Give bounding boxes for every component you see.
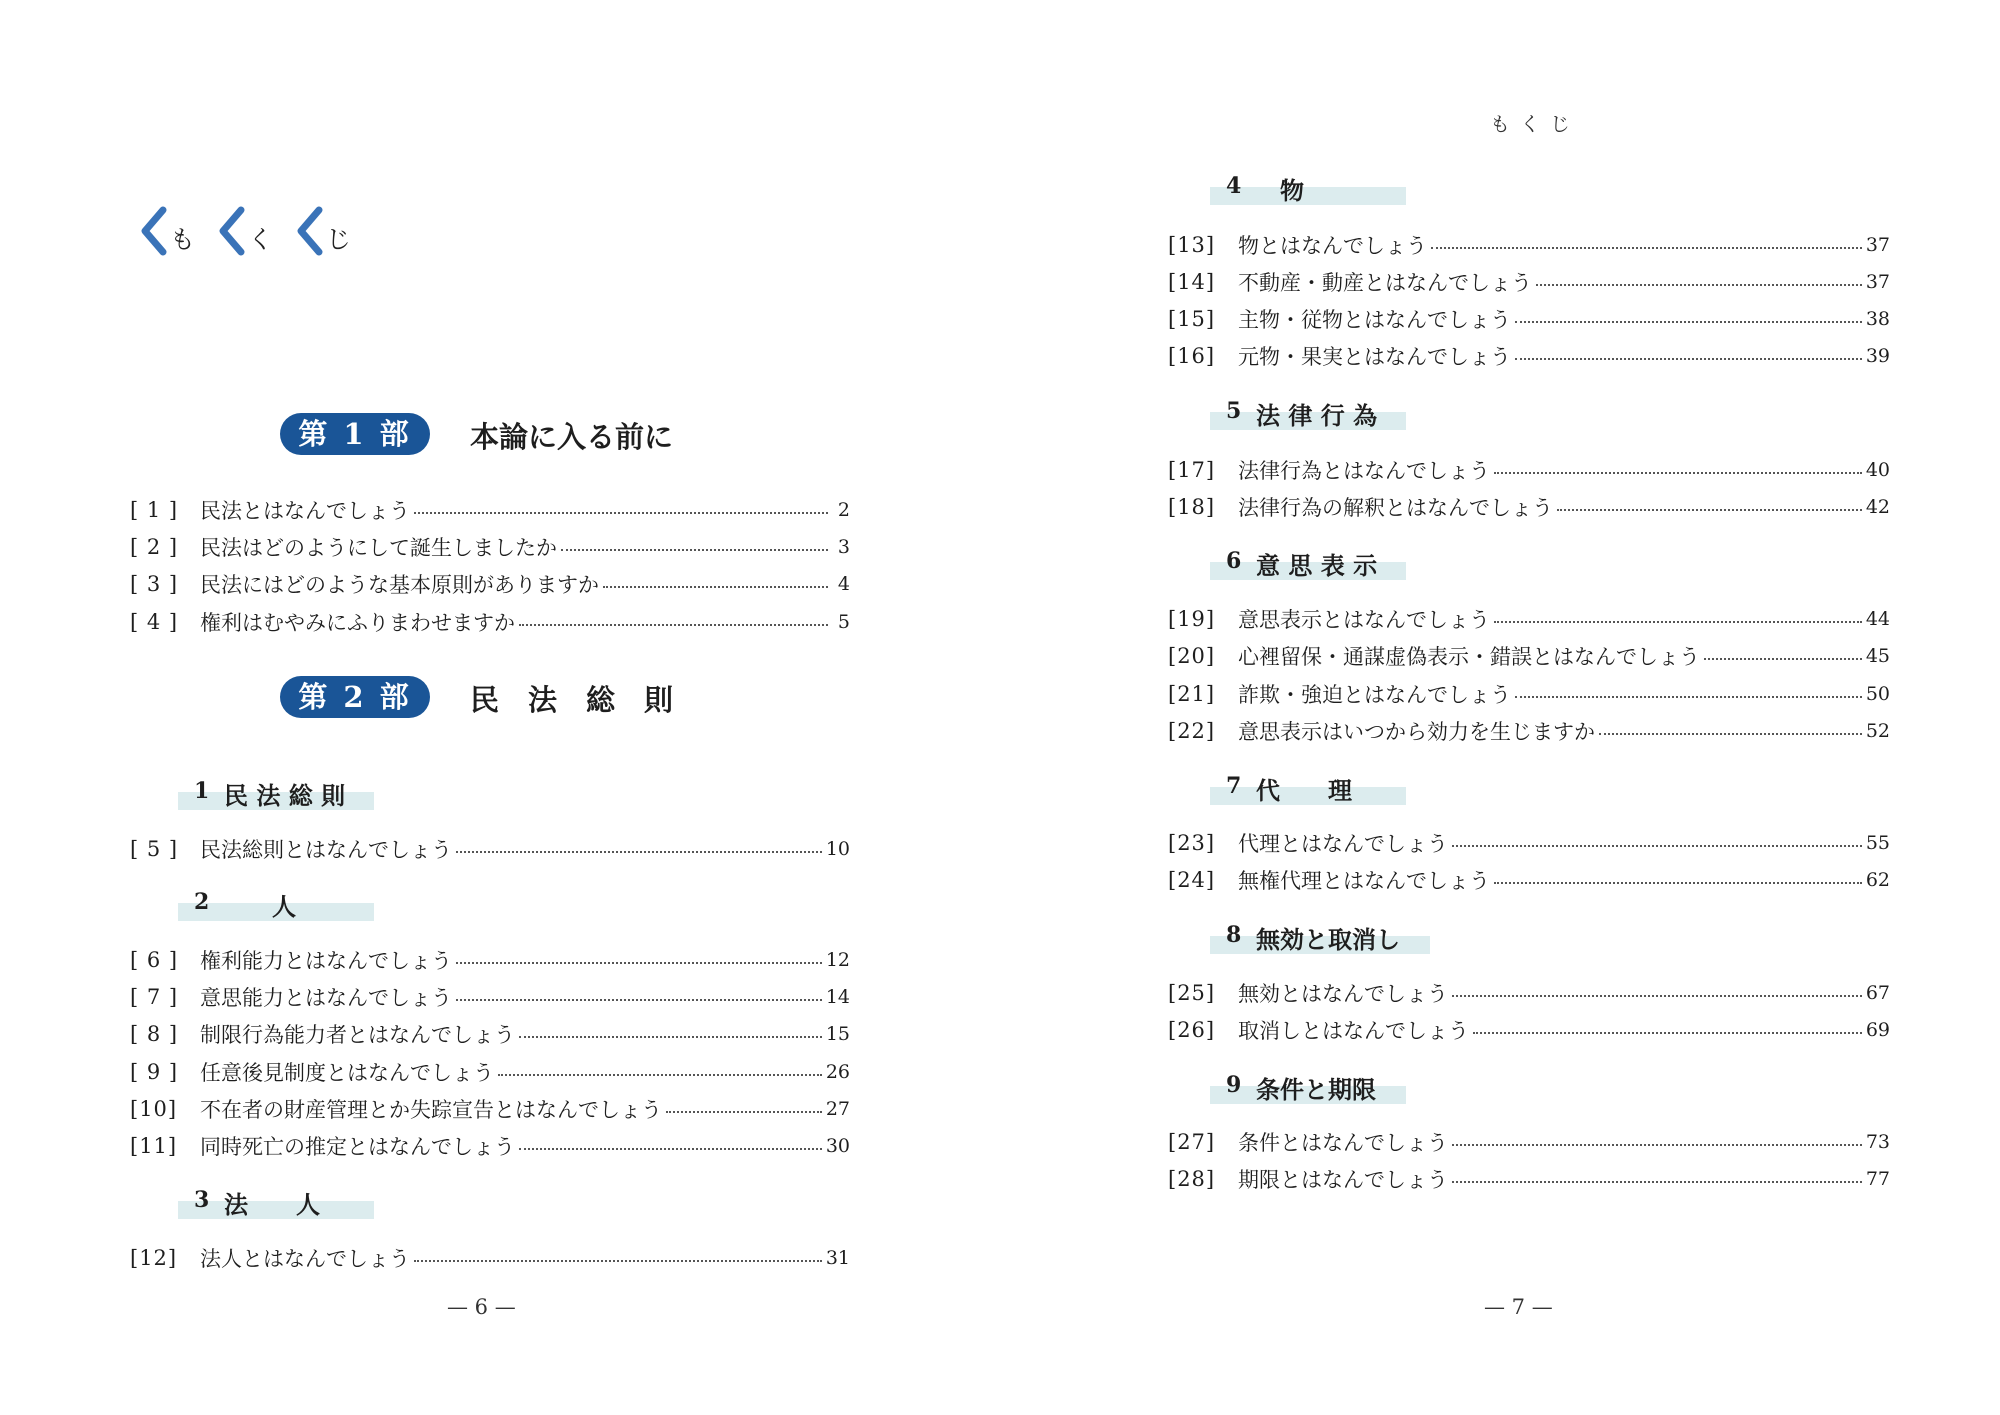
toc-entry[interactable]: [130, 606, 850, 638]
entry-title: 不在者の財産管理とか失踪宣告とはなんでしょう: [200, 1098, 662, 1122]
entry-title: 意思表示とはなんでしょう: [1238, 608, 1490, 632]
toc-entry[interactable]: [1168, 491, 1890, 523]
toc-entry[interactable]: [130, 494, 850, 526]
entry-code: [27]: [1168, 1130, 1216, 1154]
entry-code: [ 3 ]: [130, 572, 179, 596]
dot-leader: [1494, 472, 1862, 474]
dot-leader: [1494, 621, 1862, 623]
entry-code: [ 5 ]: [130, 837, 179, 861]
chapter-title: 法 律 行 為: [1256, 402, 1378, 430]
entry-code: [ 6 ]: [130, 948, 179, 972]
entry-code: [ 4 ]: [130, 610, 179, 634]
entry-title: 不動産・動産とはなんでしょう: [1238, 271, 1532, 295]
toc-entry[interactable]: [1168, 266, 1890, 298]
dot-leader: [456, 999, 822, 1001]
entry-code: [11]: [130, 1134, 178, 1158]
entry-code: [13]: [1168, 233, 1216, 257]
dot-leader: [1515, 696, 1862, 698]
entry-code: [25]: [1168, 981, 1216, 1005]
toc-entry[interactable]: [1168, 715, 1890, 747]
entry-title: 法人とはなんでしょう: [200, 1247, 410, 1271]
heading-char: じ: [326, 225, 352, 254]
chapter-title: 物: [1256, 177, 1304, 205]
entry-title: 期限とはなんでしょう: [1238, 1168, 1448, 1192]
dot-leader: [414, 512, 828, 514]
toc-heading-char: [215, 206, 285, 266]
dot-leader: [1704, 658, 1862, 660]
entry-title: 民法にはどのような基本原則がありますか: [200, 573, 599, 597]
entry-page: 52: [1865, 720, 1890, 742]
entry-title: 任意後見制度とはなんでしょう: [200, 1061, 494, 1085]
entry-code: [16]: [1168, 344, 1216, 368]
chapter-title: 法 人: [224, 1191, 320, 1219]
toc-entry[interactable]: [130, 944, 850, 976]
entry-code: [12]: [130, 1246, 178, 1270]
entry-page: 30: [825, 1135, 850, 1157]
entry-code: [ 1 ]: [130, 498, 179, 522]
toc-entry[interactable]: [130, 531, 850, 563]
entry-code: [24]: [1168, 868, 1216, 892]
entry-page: 38: [1865, 308, 1890, 330]
entry-page: 44: [1865, 608, 1890, 630]
entry-title: 取消しとはなんでしょう: [1238, 1019, 1469, 1043]
toc-entry[interactable]: [1168, 1163, 1890, 1195]
entry-code: [23]: [1168, 831, 1216, 855]
dot-leader: [1452, 995, 1862, 997]
entry-code: [15]: [1168, 307, 1216, 331]
entry-page: 12: [825, 949, 850, 971]
toc-entry[interactable]: [130, 1056, 850, 1088]
dot-leader: [666, 1111, 822, 1113]
chapter-title: 人: [224, 893, 296, 921]
dot-leader: [519, 624, 828, 626]
entry-page: 67: [1865, 982, 1890, 1004]
chapter-number: 6: [1226, 548, 1242, 574]
toc-entry[interactable]: [1168, 678, 1890, 710]
chapter-number: 8: [1226, 922, 1242, 948]
part-title: 本論に入る前に: [470, 420, 674, 454]
toc-entry[interactable]: [1168, 454, 1890, 486]
entry-page: 10: [825, 838, 850, 860]
running-head: もくじ: [1490, 112, 1580, 136]
entry-page: 2: [837, 499, 850, 521]
entry-title: 条件とはなんでしょう: [1238, 1131, 1448, 1155]
dot-leader: [414, 1260, 822, 1262]
entry-page: 27: [825, 1098, 850, 1120]
entry-page: 39: [1865, 345, 1890, 367]
dot-leader: [1536, 284, 1862, 286]
toc-entry[interactable]: [1168, 1014, 1890, 1046]
entry-title: 同時死亡の推定とはなんでしょう: [200, 1135, 515, 1159]
entry-page: 62: [1865, 869, 1890, 891]
entry-page: 45: [1865, 645, 1890, 667]
entry-page: 4: [837, 573, 850, 595]
part-title: 民 法 総 則: [470, 683, 674, 717]
toc-entry[interactable]: [1168, 640, 1890, 672]
entry-page: 37: [1865, 271, 1890, 293]
entry-title: 主物・従物とはなんでしょう: [1238, 308, 1511, 332]
toc-entry[interactable]: [130, 568, 850, 600]
chapter-title: 条件と期限: [1256, 1076, 1376, 1104]
toc-entry[interactable]: [1168, 1126, 1890, 1158]
entry-code: [22]: [1168, 719, 1216, 743]
entry-page: 73: [1865, 1131, 1890, 1153]
entry-code: [18]: [1168, 495, 1216, 519]
entry-page: 50: [1865, 683, 1890, 705]
entry-page: 26: [825, 1061, 850, 1083]
entry-title: 法律行為とはなんでしょう: [1238, 459, 1490, 483]
dot-leader: [498, 1074, 822, 1076]
entry-code: [ 9 ]: [130, 1060, 179, 1084]
entry-page: 5: [837, 611, 850, 633]
page-number: — 7 —: [1484, 1295, 1553, 1319]
dot-leader: [1599, 733, 1862, 735]
dot-leader: [1515, 321, 1862, 323]
entry-title: 詐欺・強迫とはなんでしょう: [1238, 683, 1511, 707]
entry-code: [26]: [1168, 1018, 1216, 1042]
entry-title: 無権代理とはなんでしょう: [1238, 869, 1490, 893]
entry-title: 意思表示はいつから効力を生じますか: [1238, 720, 1595, 744]
toc-heading-char: [293, 206, 363, 266]
entry-page: 55: [1865, 832, 1890, 854]
chapter-title: 民 法 総 則: [224, 782, 346, 810]
heading-char: く: [248, 225, 274, 254]
toc-heading-char: [137, 206, 207, 266]
entry-page: 15: [825, 1023, 850, 1045]
entry-code: [21]: [1168, 682, 1216, 706]
page-number: — 6 —: [447, 1295, 516, 1319]
entry-code: [17]: [1168, 458, 1216, 482]
entry-title: 代理とはなんでしょう: [1238, 832, 1448, 856]
dot-leader: [603, 586, 828, 588]
entry-code: [ 7 ]: [130, 985, 179, 1009]
dot-leader: [561, 549, 828, 551]
part-badge: 第 2 部: [280, 676, 430, 718]
entry-code: [20]: [1168, 644, 1216, 668]
toc-entry[interactable]: [1168, 977, 1890, 1009]
entry-page: 42: [1865, 496, 1890, 518]
part-badge: 第 1 部: [280, 413, 430, 455]
entry-title: 制限行為能力者とはなんでしょう: [200, 1023, 515, 1047]
toc-entry[interactable]: [1168, 827, 1890, 859]
chapter-title: 意 思 表 示: [1256, 552, 1378, 580]
dot-leader: [1494, 882, 1862, 884]
entry-title: 元物・果実とはなんでしょう: [1238, 345, 1511, 369]
chapter-number: 4: [1226, 173, 1242, 199]
heading-char: も: [170, 225, 196, 254]
entry-title: 権利はむやみにふりまわせますか: [200, 611, 515, 635]
toc-entry[interactable]: [130, 981, 850, 1013]
toc-entry[interactable]: [1168, 603, 1890, 635]
toc-entry[interactable]: [1168, 340, 1890, 372]
entry-page: 77: [1865, 1168, 1890, 1190]
entry-code: [28]: [1168, 1167, 1216, 1191]
entry-code: [14]: [1168, 270, 1216, 294]
entry-title: 意思能力とはなんでしょう: [200, 986, 452, 1010]
entry-page: 37: [1865, 234, 1890, 256]
chapter-number: 5: [1226, 398, 1242, 424]
toc-entry[interactable]: [1168, 303, 1890, 335]
entry-title: 物とはなんでしょう: [1238, 234, 1427, 258]
entry-page: 14: [825, 986, 850, 1008]
entry-title: 民法総則とはなんでしょう: [200, 838, 452, 862]
chapter-number: 1: [194, 778, 210, 804]
chapter-number: 3: [194, 1187, 210, 1213]
entry-title: 民法とはなんでしょう: [200, 499, 410, 523]
chapter-title: 無効と取消し: [1256, 926, 1400, 954]
chapter-number: 7: [1226, 773, 1242, 799]
chapter-title: 代 理: [1256, 777, 1352, 805]
entry-title: 権利能力とはなんでしょう: [200, 949, 452, 973]
dot-leader: [1473, 1032, 1862, 1034]
entry-code: [10]: [130, 1097, 178, 1121]
dot-leader: [1515, 358, 1862, 360]
toc-entry[interactable]: [1168, 229, 1890, 261]
entry-code: [ 8 ]: [130, 1022, 179, 1046]
entry-page: 69: [1865, 1019, 1890, 1041]
entry-page: 3: [837, 536, 850, 558]
dot-leader: [456, 962, 822, 964]
dot-leader: [1452, 1144, 1862, 1146]
toc-entry[interactable]: [130, 1018, 850, 1050]
entry-page: 40: [1865, 459, 1890, 481]
dot-leader: [1452, 845, 1862, 847]
entry-page: 31: [825, 1247, 850, 1269]
dot-leader: [519, 1036, 822, 1038]
chapter-number: 9: [1226, 1072, 1242, 1098]
entry-title: 無効とはなんでしょう: [1238, 982, 1448, 1006]
toc-entry[interactable]: [130, 1130, 850, 1162]
dot-leader: [1557, 509, 1862, 511]
entry-title: 心裡留保・通謀虚偽表示・錯誤とはなんでしょう: [1238, 645, 1700, 669]
toc-entry[interactable]: [130, 1242, 850, 1274]
dot-leader: [1452, 1181, 1862, 1183]
chapter-number: 2: [194, 889, 210, 915]
toc-entry[interactable]: [130, 833, 850, 865]
entry-title: 法律行為の解釈とはなんでしょう: [1238, 496, 1553, 520]
right-page: [1000, 0, 2000, 1415]
dot-leader: [519, 1148, 822, 1150]
entry-title: 民法はどのようにして誕生しましたか: [200, 536, 557, 560]
toc-entry[interactable]: [130, 1093, 850, 1125]
dot-leader: [1431, 247, 1862, 249]
dot-leader: [456, 851, 822, 853]
entry-code: [ 2 ]: [130, 535, 179, 559]
toc-entry[interactable]: [1168, 864, 1890, 896]
entry-code: [19]: [1168, 607, 1216, 631]
